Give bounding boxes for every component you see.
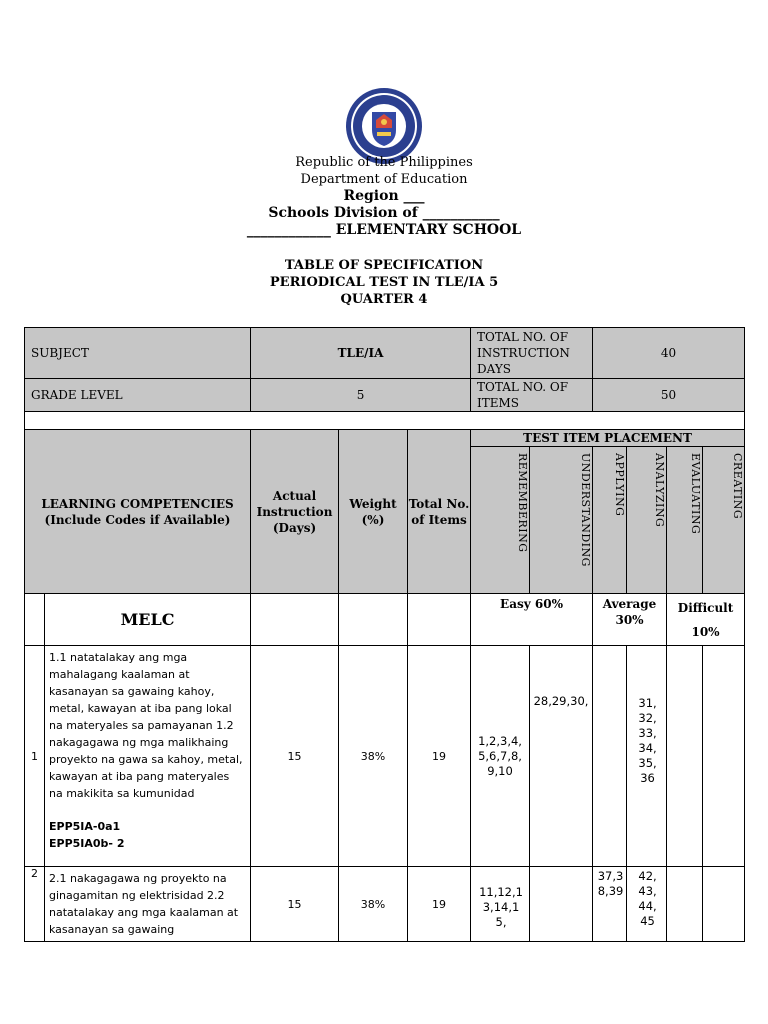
competencies-header: LEARNING COMPETENCIES (Include Codes if Available) — [25, 430, 251, 594]
total-items-cell: 19 — [408, 867, 471, 942]
remembering-cell: 11,12,13,14,15, — [471, 867, 530, 942]
total-items-label: TOTAL NO. OF ITEMS — [471, 379, 593, 412]
competency-text: 2.1 nakagagawa ng proyekto na ginagamitan ng elektrisidad 2.2 natatalakay ang mga kaalaman at kasanayan sa gawaing — [49, 872, 239, 936]
melc-label: MELC — [45, 594, 251, 646]
table-row — [25, 867, 745, 942]
instruction-days-value: 40 — [593, 328, 745, 379]
level-analyzing: ANALYZING — [627, 447, 667, 594]
header-line: ____________ ELEMENTARY SCHOOL — [246, 222, 522, 238]
understanding-cell — [530, 867, 593, 942]
actual-days-cell: 15 — [251, 646, 339, 867]
analyzing-cell: 42,43,44,45 — [627, 867, 667, 942]
test-item-placement-header: TEST ITEM PLACEMENT — [471, 430, 745, 447]
weight-cell: 38% — [339, 646, 408, 867]
total-items-value: 50 — [593, 379, 745, 412]
specification-table — [24, 327, 745, 942]
document-header — [0, 154, 768, 239]
level-applying: APPLYING — [593, 447, 627, 594]
row-number: 2 — [25, 867, 45, 942]
subject-value: TLE/IA — [251, 328, 471, 379]
competency-cell — [45, 646, 251, 867]
evaluating-cell — [667, 867, 703, 942]
understanding-cell: 28,29,30, — [530, 646, 593, 867]
grade-level-label: GRADE LEVEL — [25, 379, 251, 412]
weight-header: Weight (%) — [339, 430, 408, 594]
header-line: Republic of the Philippines — [295, 155, 473, 170]
level-evaluating: EVALUATING — [667, 447, 703, 594]
remembering-cell: 1,2,3,4,5,6,7,8,9,10 — [471, 646, 530, 867]
average-level: Average 30% — [593, 594, 667, 646]
analyzing-cell: 31,32,33,34,35,36 — [627, 646, 667, 867]
instruction-days-label: TOTAL NO. OF INSTRUCTION DAYS — [471, 328, 593, 379]
table-row — [25, 646, 745, 867]
header-line: Region ___ — [343, 188, 425, 204]
competency-text: 1.1 natatalakay ang mga mahalagang kaalaman at kasanayan sa gawaing kahoy, metal, kawayan at iba pang lokal na materyales sa pamayanan 1.2 nakagagawa ng mga malikhaing proyekto na gawa sa kahoy, metal, kawayan at iba pang materyales na makikita sa kumunidad — [49, 651, 243, 800]
competency-code: EPP5IA0b- 2 — [49, 837, 125, 850]
applying-cell — [593, 646, 627, 867]
actual-days-header: Actual Instruction (Days) — [251, 430, 339, 594]
total-items-header: Total No. of Items — [408, 430, 471, 594]
competency-code: EPP5IA-0a1 — [49, 820, 121, 833]
header-line: Schools Division of ___________ — [268, 205, 500, 221]
easy-level: Easy 60% — [471, 594, 593, 646]
total-items-cell: 19 — [408, 646, 471, 867]
actual-days-cell: 15 — [251, 867, 339, 942]
header-line: Department of Education — [300, 172, 468, 187]
grade-level-value: 5 — [251, 379, 471, 412]
creating-cell — [703, 867, 745, 942]
document-title — [0, 257, 768, 308]
title-line: QUARTER 4 — [340, 292, 428, 307]
level-remembering: REMEMBERING — [471, 447, 530, 594]
level-understanding: UNDERSTANDING — [530, 447, 593, 594]
subject-label: SUBJECT — [25, 328, 251, 379]
evaluating-cell — [667, 646, 703, 867]
weight-cell: 38% — [339, 867, 408, 942]
title-line: PERIODICAL TEST IN TLE/IA 5 — [269, 275, 499, 290]
level-creating: CREATING — [703, 447, 745, 594]
creating-cell — [703, 646, 745, 867]
spacer-row — [25, 412, 745, 430]
competency-cell — [45, 867, 251, 942]
applying-cell: 37,38,39 — [593, 867, 627, 942]
difficult-level: Difficult 10% — [667, 594, 745, 646]
row-number: 1 — [25, 646, 45, 867]
title-line: TABLE OF SPECIFICATION — [284, 258, 484, 273]
